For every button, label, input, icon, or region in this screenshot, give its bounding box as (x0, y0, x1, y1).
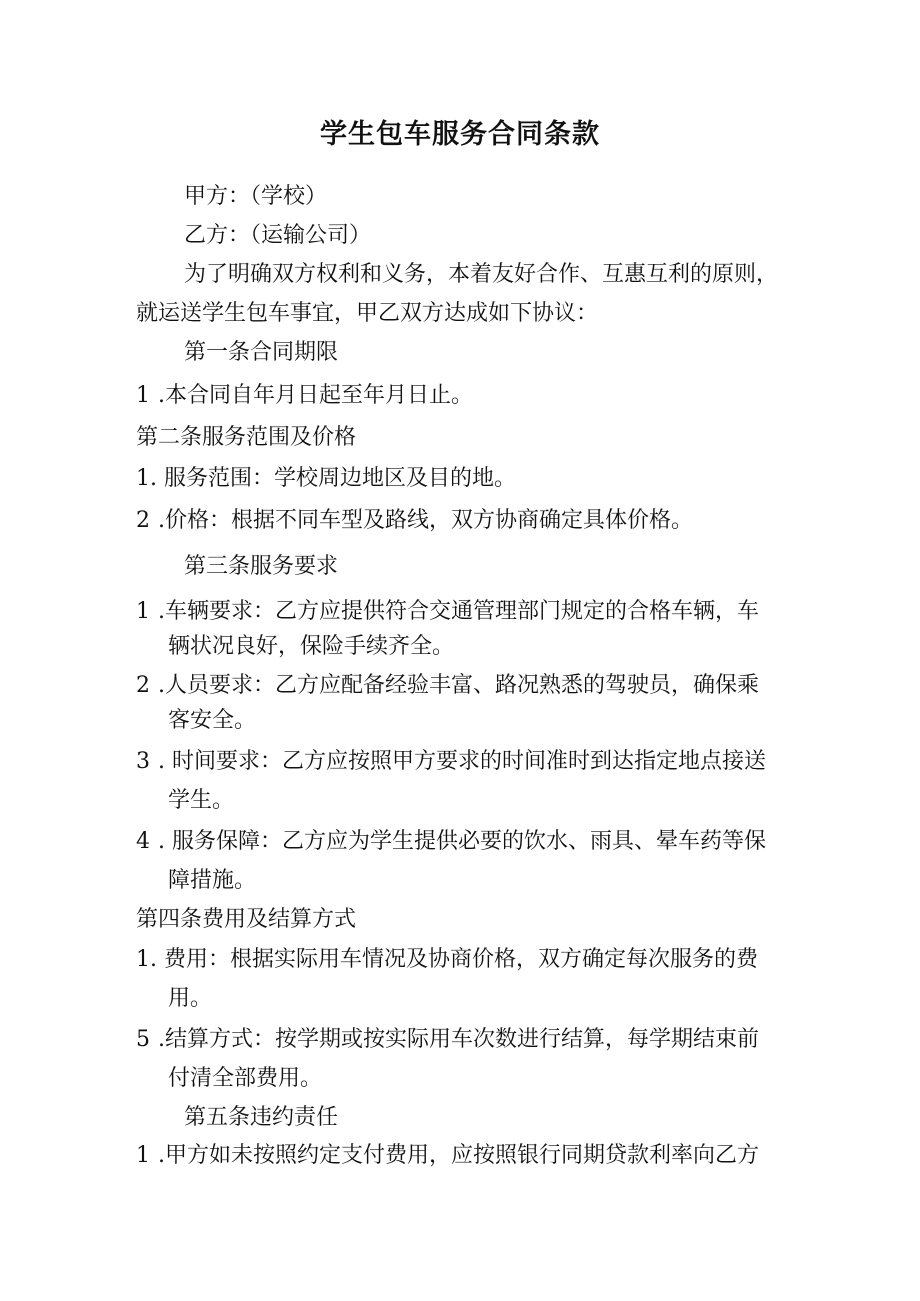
article-2-item-2 (136, 506, 693, 536)
article-3-item-2-line-1 (136, 671, 759, 701)
item-number: 2 (136, 673, 150, 698)
item-text: .价格：根据不同车型及路线，双方协商确定具体价格。 (158, 508, 693, 533)
article-5-item-1-line-1 (136, 1141, 759, 1171)
article-3-item-3-line-1 (136, 747, 766, 777)
article-3-item-3-line-2: 学生。 (168, 788, 235, 813)
intro-line-2: 就运送学生包车事宜，甲乙双方达成如下协议： (136, 301, 599, 326)
item-text: .车辆要求：乙方应提供符合交通管理部门规定的合格车辆，车 (158, 599, 759, 624)
article-3-item-1-line-1 (136, 597, 759, 627)
item-text: .甲方如未按照约定支付费用，应按照银行同期贷款利率向乙方 (158, 1143, 759, 1168)
article-3-heading: 第三条服务要求 (184, 554, 339, 579)
item-text: . 服务保障：乙方应为学生提供必要的饮水、雨具、晕车药等保 (158, 829, 766, 854)
item-text: .人员要求：乙方应配备经验丰富、路况熟悉的驾驶员，确保乘 (158, 673, 759, 698)
article-4-item-1-line-2: 用。 (168, 986, 213, 1011)
article-1-item-1 (136, 381, 473, 411)
article-4-heading: 第四条费用及结算方式 (136, 907, 357, 932)
item-number: 3 (136, 749, 150, 774)
item-number: 5 (136, 1027, 150, 1052)
item-number: 4 (136, 829, 150, 854)
party-b: 乙方：（运输公司） (184, 223, 372, 248)
item-text: . 时间要求：乙方应按照甲方要求的时间准时到达指定地点接送 (158, 749, 766, 774)
article-3-item-2-line-2: 客安全。 (168, 708, 257, 733)
article-3-item-1-line-2: 辆状况良好，保险手续齐全。 (168, 634, 455, 659)
item-number: 2 (136, 508, 150, 533)
item-number: 1 (136, 1143, 150, 1168)
article-2-item-1: 1. 服务范围：学校周边地区及目的地。 (136, 466, 516, 491)
article-4-item-5-line-1 (136, 1025, 759, 1055)
page-title: 学生包车服务合同条款 (320, 119, 600, 150)
party-a: 甲方：（学校） (184, 184, 328, 209)
article-3-item-4-line-1 (136, 827, 766, 857)
article-4-item-1-line-1: 1. 费用：根据实际用车情况及协商价格，双方确定每次服务的费 (136, 947, 758, 972)
item-number: 1 (136, 599, 150, 624)
article-2-heading: 第二条服务范围及价格 (136, 425, 357, 450)
article-1-heading: 第一条合同期限 (184, 340, 339, 365)
item-number: 1 (136, 383, 150, 408)
article-5-heading: 第五条违约责任 (184, 1105, 339, 1130)
article-3-item-4-line-2: 障措施。 (168, 868, 257, 893)
item-text: .本合同自年月日起至年月日止。 (158, 383, 473, 408)
item-text: .结算方式：按学期或按实际用车次数进行结算，每学期结束前 (158, 1027, 759, 1052)
article-4-item-5-line-2: 付清全部费用。 (168, 1066, 323, 1091)
intro-line-1: 为了明确双方权利和义务，本着友好合作、互惠互利的原则， (184, 262, 779, 287)
